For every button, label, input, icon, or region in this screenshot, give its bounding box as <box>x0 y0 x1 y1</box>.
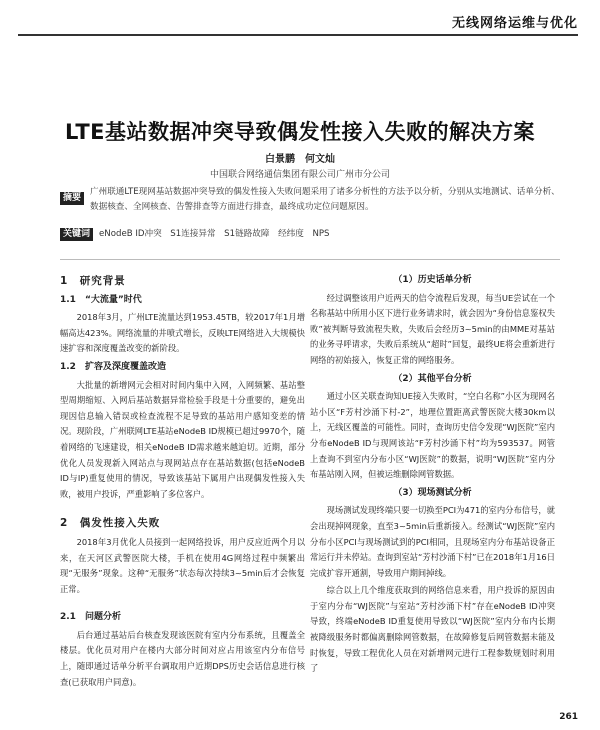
left-column <box>60 270 305 692</box>
paragraph: 经过调整该用户近两天的信令流程后发现，每当UE尝试在一个名称基站中所用小区下进行业务请求时，就会因为“身份信息鉴权失败”被判断导致流程失败，失败后会经历3~5min的由MME对基站的业务寻呼请求，失败后系统从“超时”回复，最终UE将会重新进行网络的初始接入，恢复正常的网络服务。 <box>310 292 555 365</box>
header-rule <box>18 34 578 36</box>
abstract-divider <box>60 259 560 260</box>
paragraph: 综合以上几个维度获取到的网络信息来看，用户投诉的原因由于室内分布“WJ医院”与室站“芳村沙涌下村”存在eNodeB ID冲突导致，终端eNodeB ID重复使用导致以“WJ医院”室内分布内长期被降级服务时都偏离删除网管数据，在故障修复后网管数据未能及时恢复，导致工程优化人员在对新增网元进行工程参数规划时利用了 <box>310 585 555 674</box>
section-header <box>0 0 600 46</box>
subheading-platform: （2）其他平台分析 <box>393 373 472 384</box>
right-column <box>310 270 555 679</box>
subheading-history: （1）历史话单分析 <box>393 275 472 285</box>
abstract-block <box>60 185 560 242</box>
keywords-text: eNodeB ID冲突 S1连接异常 S1链路故障 经纬度 NPS <box>99 229 330 239</box>
paragraph: 后台通过基站后台核查发现该医院有室内分布系统，且覆盖全楼层。优化员对用户在楼内大部分时间对应占用该室内分布信号上，随即通过话单分析平台调取用户近期DPS历史会话信息进行核查(已获取用户同意)。 <box>60 629 305 687</box>
section-2-1-heading: 2.1 问题分析 <box>60 612 121 623</box>
abstract-label: 摘要 <box>60 192 84 205</box>
paragraph: 2018年3月，广州LTE流量达到1953.45TB，较2017年1月增幅高达423%。网络流量的井喷式增长，反映LTE网络进入大规模快速扩容和深度覆盖改变的新阶段。 <box>60 312 305 354</box>
abstract-text: 广州联通LTE现网基站数据冲突导致的偶发性接入失败问题采用了诸多分析性的方法予以分析，分别从实地测试、话单分析、数据核查、全网核查、告警排查等方面进行排查，最终成功定位问题原因。 <box>90 187 560 212</box>
paragraph: 2018年3月优化人员接到一起网络投诉，用户反应近两个月以来，在天河区武警医院大楼，手机在使用4G网络过程中频繁出现“无服务”现象。这种“无服务”状态每次持续3~5min后才会恢复正常。 <box>60 536 305 594</box>
section-1-heading: 1 研究背景 <box>60 275 126 287</box>
section-1-1-heading: 1.1 “大流量”时代 <box>60 294 142 305</box>
paragraph: 现场测试发现终端只要一切换至PCI为471的室内分布信号，就会出现掉网现象，直至3~5min后重新接入。经测试“WJ医院”室内分布小区PCI与现场测试到的PCI相同，且现场室内分布基站设备正常运行并未停站。查询到室站“芳村沙涌下村”已在2018年1月16日完成扩容开通割，导致用户期间掉线。 <box>310 505 555 578</box>
subheading-field-test: （3）现场测试分析 <box>393 487 472 498</box>
section-2-heading: 2 偶发性接入失败 <box>60 517 161 530</box>
paragraph: 大批量的新增网元会相对时间内集中入网，入网频繁、基站整型周期缩短、入网后基站数据异常检验手段是十分重要的，避免出现因信息输入错误或检查流程不足导致的基站用户感知变差的情况。现阶段，广州联网LTE基站eNodeB ID规模已超过9970个，随着网络的飞速建设，相关eNodeB ID需求越来越迫切。近期，部分优化人员发现新入网站点与现网站点存在基站数据(包括eNodeB ID与IP)重复使用的情况，导致该基站下属用户出现偶发性接入失败，被用户投诉，严重影响了多位客户。 <box>60 379 305 499</box>
section-1-2-heading: 1.2 扩容及深度覆盖改造 <box>60 361 166 372</box>
paragraph: 通过小区关联查询知UE接入失败时，“空白名称”小区为现网名站小区“F芳村沙涌下村-2”，地理位置距离武警医院大楼30km以上，无线区覆盖的可能性。同时，查询历史信令发现“WJ医院”室内分布eNodeB ID与现网该站“F芳村沙涌下村”均为593537。网管上查询不到室内分布小区“WJ医院”的数据，说明“WJ医院”室内分布基站刚入网，但被运维删除网管数据。 <box>310 391 555 480</box>
affiliation: 中国联合网络通信集团有限公司广州市分公司 <box>209 170 390 180</box>
page-number: 261 <box>559 712 578 722</box>
keywords-label: 关键词 <box>60 228 93 241</box>
article-title: LTE基站数据冲突导致偶发性接入失败的解决方案 <box>64 120 536 144</box>
section-tag: 无线网络运维与优化 <box>451 16 578 31</box>
authors: 白景鹏 何文灿 <box>265 154 335 165</box>
